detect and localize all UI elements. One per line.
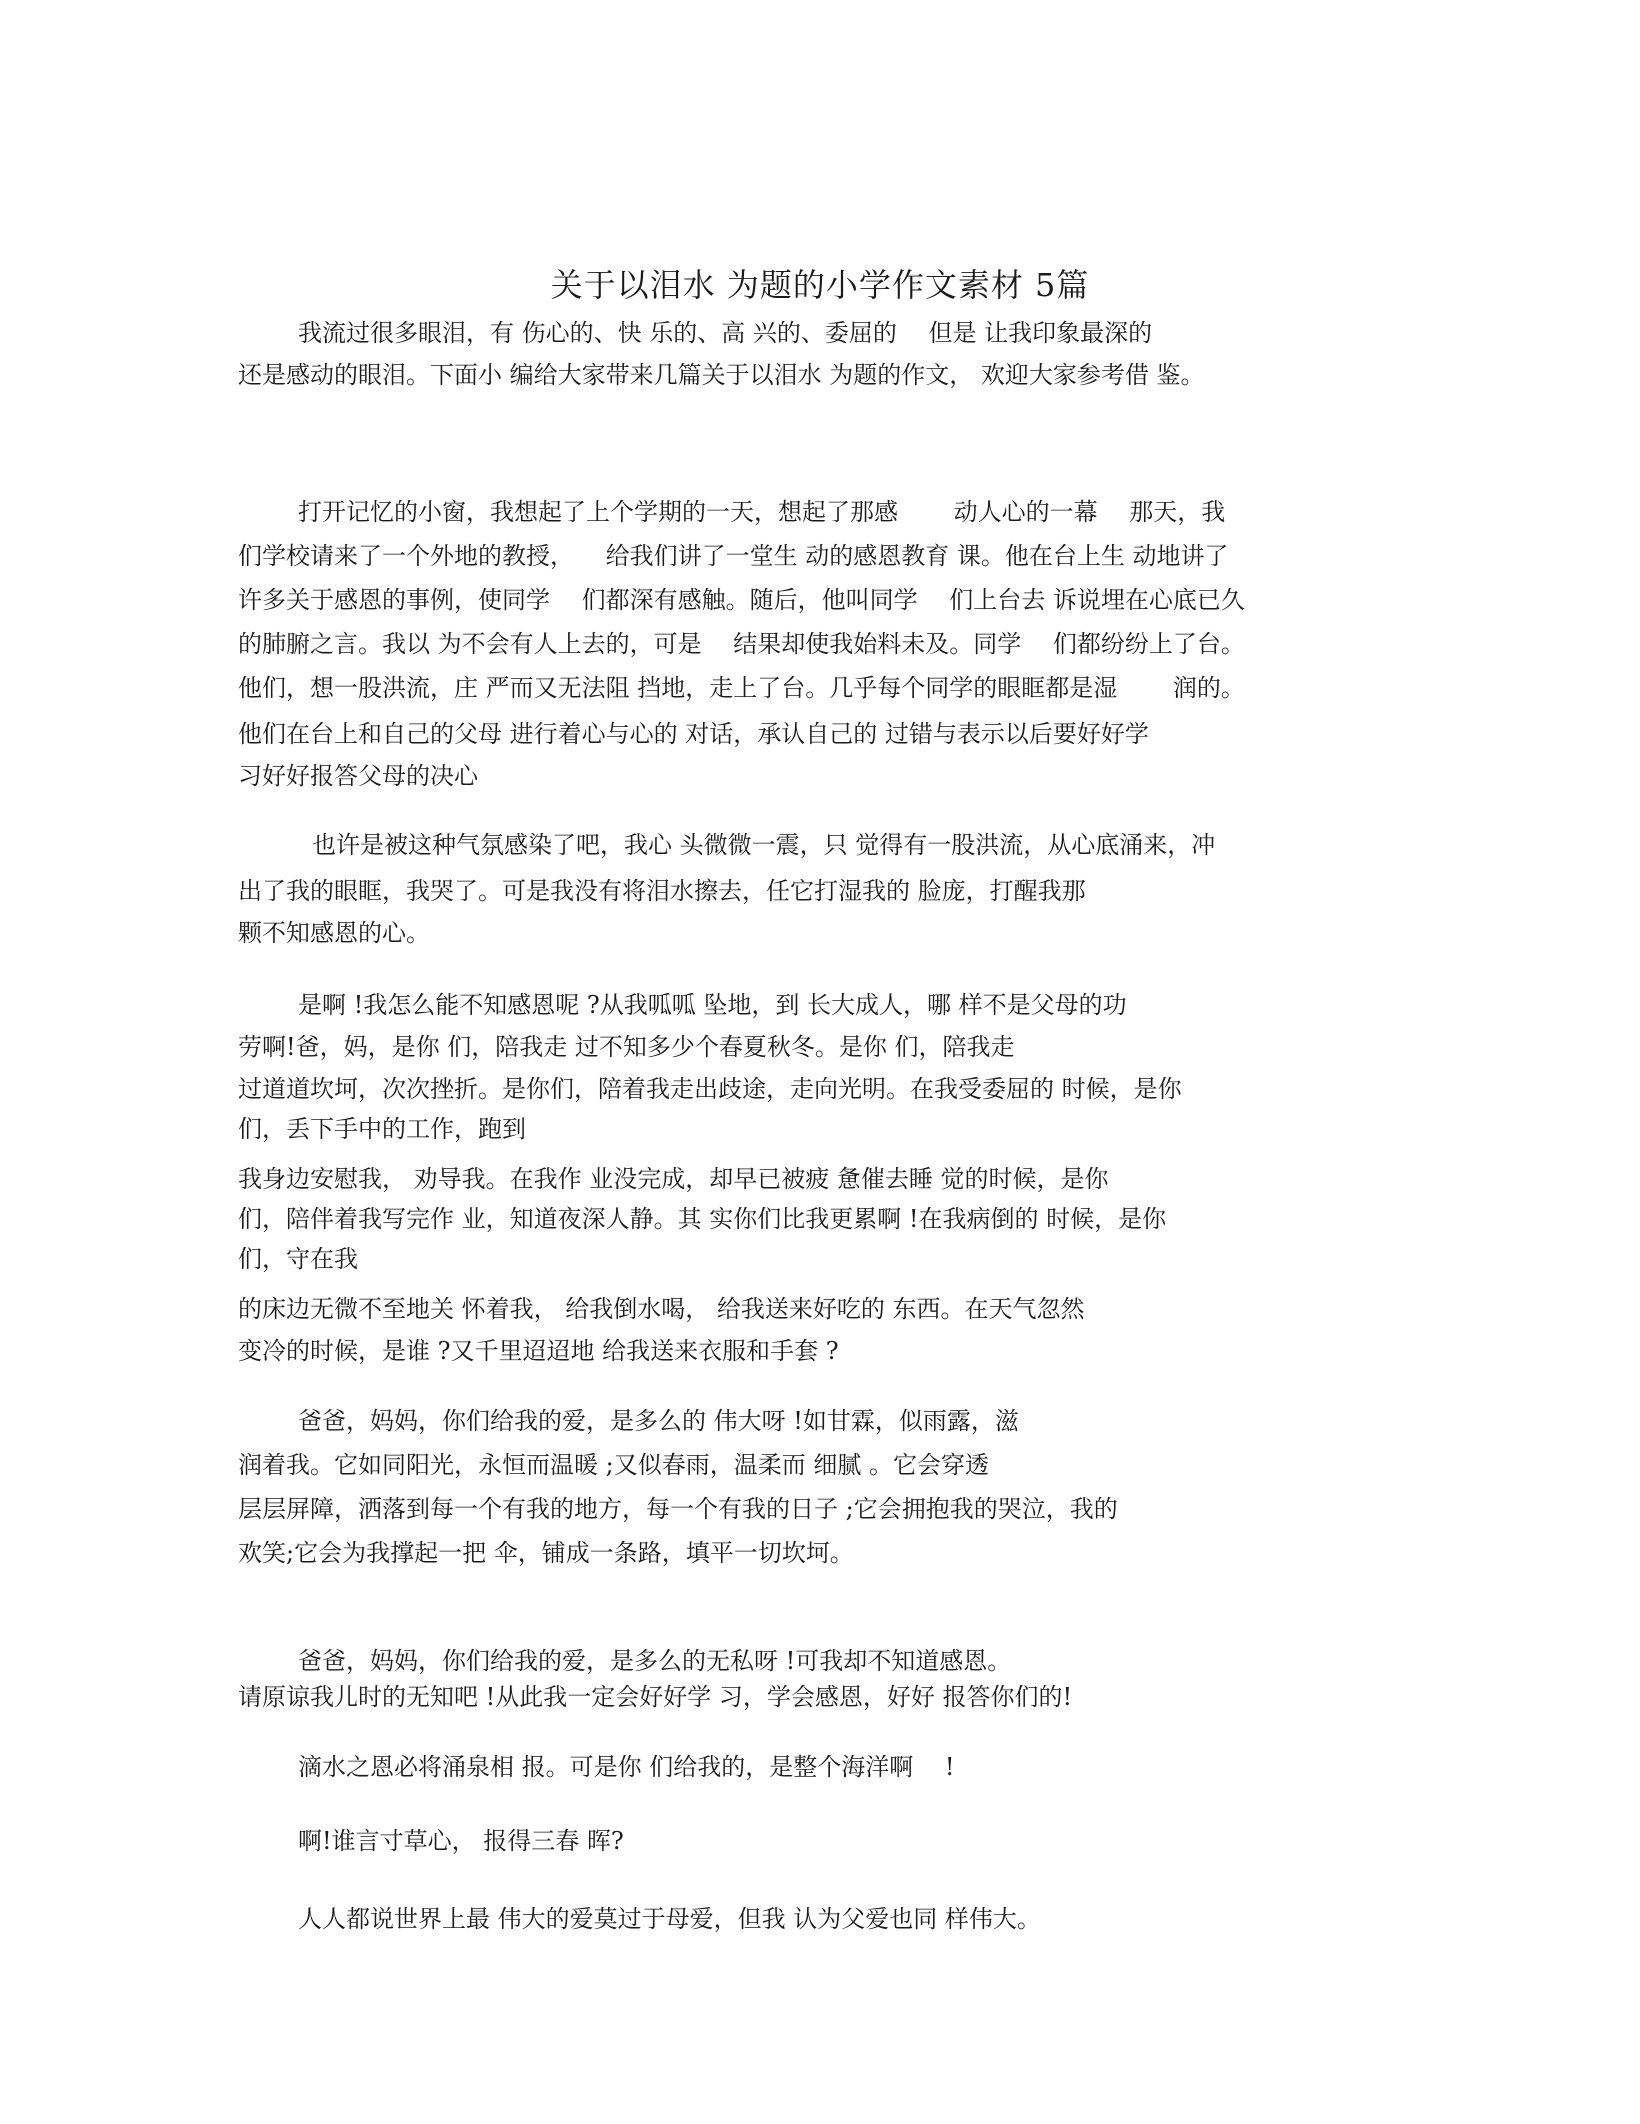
paragraph-line: 出了我的眼眶，我哭了。可是我没有将泪水擦去，任它打湿我的 脸庞，打醒我那 [238,877,1086,905]
paragraph-line: 人人都说世界上最 伟大的爱莫过于母爱，但我 认为父爱也同 样伟大。 [298,1905,1041,1933]
paragraph-line: 们，守在我 [238,1245,358,1273]
paragraph-line: 劳啊!爸，妈，是你 们，陪我走 过不知多少个春夏秋冬。是你 们，陪我走 [238,1033,1015,1061]
paragraph-line: 们，陪伴着我写完作 业，知道夜深人静。其 实你们比我更累啊 !在我病倒的 时候，是你 [238,1205,1167,1233]
document-title: 关于以泪水 为题的小学作文素材 5篇 [550,266,1090,304]
paragraph-line: 欢笑;它会为我撑起一把 伞，铺成一条路，填平一切坎坷。 [238,1539,854,1567]
paragraph-line: 也许是被这种气氛感染了吧，我心 头微微一震，只 觉得有一股洪流，从心底涌来，冲 [312,831,1216,859]
paragraph-line: 我身边安慰我， 劝导我。在我作 业没完成，却早已被疲 惫催去睡 觉的时候，是你 [238,1165,1109,1193]
paragraph-line: 打开记忆的小窗，我想起了上个学期的一天，想起了那感 动人心的一幕 那天，我 [298,498,1226,526]
paragraph-line: 颗不知感恩的心。 [238,919,430,947]
paragraph-line: 啊!谁言寸草心， 报得三春 晖? [298,1827,624,1855]
paragraph-line: 请原谅我儿时的无知吧 !从此我一定会好好学 习，学会感恩，好好 报答你们的! [238,1683,1073,1711]
paragraph-line: 许多关于感恩的事例，使同学 们都深有感触。随后，他叫同学 们上台去 诉说埋在心底已久 [238,586,1245,614]
intro-line: 还是感动的眼泪。下面小 编给大家带来几篇关于以泪水 为题的作文， 欢迎大家参考借 鉴。 [238,361,1205,389]
paragraph-line: 是啊 !我怎么能不知感恩呢 ?从我呱呱 坠地，到 长大成人，哪 样不是父母的功 [298,991,1127,1019]
paragraph-line: 爸爸，妈妈，你们给我的爱，是多么的无私呀 !可我却不知道感恩。 [298,1647,1012,1675]
paragraph-line: 习好好报答父母的决心 [238,762,478,790]
paragraph-line: 滴水之恩必将涌泉相 报。可是你 们给我的，是整个海洋啊 ! [298,1753,955,1781]
paragraph-line: 爸爸，妈妈，你们给我的爱，是多么的 伟大呀 !如甘霖，似雨露，滋 [298,1407,1019,1435]
paragraph-line: 他们，想一股洪流，庄 严而又无法阻 挡地，走上了台。几乎每个同学的眼眶都是湿 润的。 [238,674,1245,702]
paragraph-line: 的床边无微不至地关 怀着我， 给我倒水喝， 给我送来好吃的 东西。在天气忽然 [238,1295,1085,1323]
intro-line: 我流过很多眼泪，有 伤心的、快 乐的、高 兴的、委屈的 但是 让我印象最深的 [298,319,1153,347]
paragraph-line: 润着我。它如同阳光，永恒而温暖 ;又似春雨，温柔而 细腻 。它会穿透 [238,1451,989,1479]
paragraph-line: 过道道坎坷，次次挫折。是你们，陪着我走出歧途，走向光明。在我受委屈的 时候，是你 [238,1075,1182,1103]
paragraph-line: 他们在台上和自己的父母 进行着心与心的 对话，承认自己的 过错与表示以后要好好学 [238,720,1149,748]
paragraph-line: 们学校请来了一个外地的教授， 给我们讲了一堂生 动的感恩教育 课。他在台上生 动地讲了 [238,542,1229,570]
paragraph-line: 层层屏障，洒落到每一个有我的地方，每一个有我的日子 ;它会拥抱我的哭泣，我的 [238,1495,1118,1523]
paragraph-line: 们，丢下手中的工作，跑到 [238,1115,526,1143]
paragraph-line: 的肺腑之言。我以 为不会有人上去的，可是 结果却使我始料未及。同学 们都纷纷上了台。 [238,630,1245,658]
paragraph-line: 变冷的时候，是谁 ?又千里迢迢地 给我送来衣服和手套 ? [238,1337,839,1365]
